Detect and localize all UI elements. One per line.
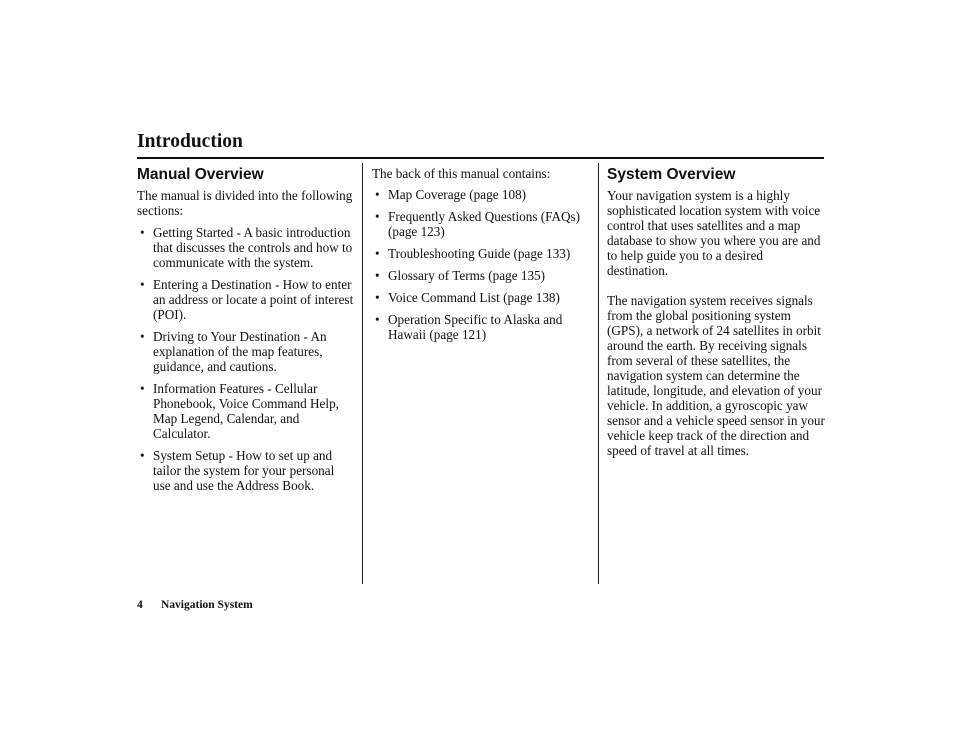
manual-overview-intro: The manual is divided into the following sections:	[137, 188, 353, 218]
manual-sections-list	[137, 225, 355, 493]
back-of-manual-column	[372, 166, 590, 349]
list-item-text: Entering a Destination - How to enter an address or locate a point of interest (POI).	[153, 277, 354, 322]
list-item-text: Troubleshooting Guide (page 133)	[388, 246, 571, 261]
list-item	[137, 448, 355, 493]
list-item-text: Operation Specific to Alaska and Hawaii (page 121)	[388, 312, 563, 342]
page-footer	[137, 599, 253, 611]
back-of-manual-list	[372, 187, 590, 342]
title-rule	[137, 157, 824, 159]
footer-label: Navigation System	[161, 599, 253, 611]
bullet-icon: •	[375, 268, 380, 283]
system-overview-paragraph: Your navigation system is a highly sophisticated location system with voice control that uses satellites and a map database to show you where you are and to help guide you to a desired destination.	[607, 188, 821, 278]
bullet-icon: •	[375, 187, 380, 202]
manual-overview-heading: Manual Overview	[137, 166, 264, 183]
list-item-text: Information Features - Cellular Phonebook, Voice Command Help, Map Legend, Calendar, and Calculator.	[153, 381, 339, 441]
bullet-icon: •	[375, 246, 380, 261]
system-overview-paragraph: The navigation system receives signals from the global positioning system (GPS), a network of 24 satellites in orbit around the earth. By receiving signals from several of these satellites, the navigation system can determine the latitude, longitude, and elevation of your vehicle. In addition, a gyroscopic yaw sensor and a vehicle speed sensor in your vehicle keep track of the direction and speed of travel at all times.	[607, 293, 825, 458]
list-item-text: Map Coverage (page 108)	[388, 187, 527, 202]
list-item	[372, 268, 590, 283]
list-item	[137, 277, 355, 322]
list-item	[137, 381, 355, 441]
list-item	[372, 312, 590, 342]
list-item-text: System Setup - How to set up and tailor the system for your personal use and use the Address Book.	[153, 448, 335, 493]
system-overview-heading: System Overview	[607, 166, 736, 183]
column-divider-left	[362, 163, 363, 584]
bullet-icon: •	[140, 277, 145, 292]
list-item	[372, 187, 590, 202]
system-overview-column	[607, 166, 827, 473]
page-number: 4	[137, 599, 143, 611]
bullet-icon: •	[375, 312, 380, 327]
list-item-text: Voice Command List (page 138)	[388, 290, 560, 305]
list-item-text: Getting Started - A basic introduction that discusses the controls and how to communicate with the system.	[153, 225, 353, 270]
bullet-icon: •	[140, 381, 145, 396]
list-item-text: Frequently Asked Questions (FAQs) (page 123)	[388, 209, 581, 239]
bullet-icon: •	[375, 290, 380, 305]
list-item	[137, 329, 355, 374]
back-of-manual-intro: The back of this manual contains:	[372, 166, 551, 181]
bullet-icon: •	[140, 448, 145, 463]
bullet-icon: •	[140, 329, 145, 344]
list-item	[137, 225, 355, 270]
list-item	[372, 209, 590, 239]
manual-overview-column	[137, 166, 355, 500]
column-divider-right	[598, 163, 599, 584]
bullet-icon: •	[140, 225, 145, 240]
list-item-text: Glossary of Terms (page 135)	[388, 268, 546, 283]
list-item	[372, 290, 590, 305]
list-item	[372, 246, 590, 261]
bullet-icon: •	[375, 209, 380, 224]
page-title: Introduction	[137, 131, 243, 152]
list-item-text: Driving to Your Destination - An explanation of the map features, guidance, and cautions.	[153, 329, 327, 374]
